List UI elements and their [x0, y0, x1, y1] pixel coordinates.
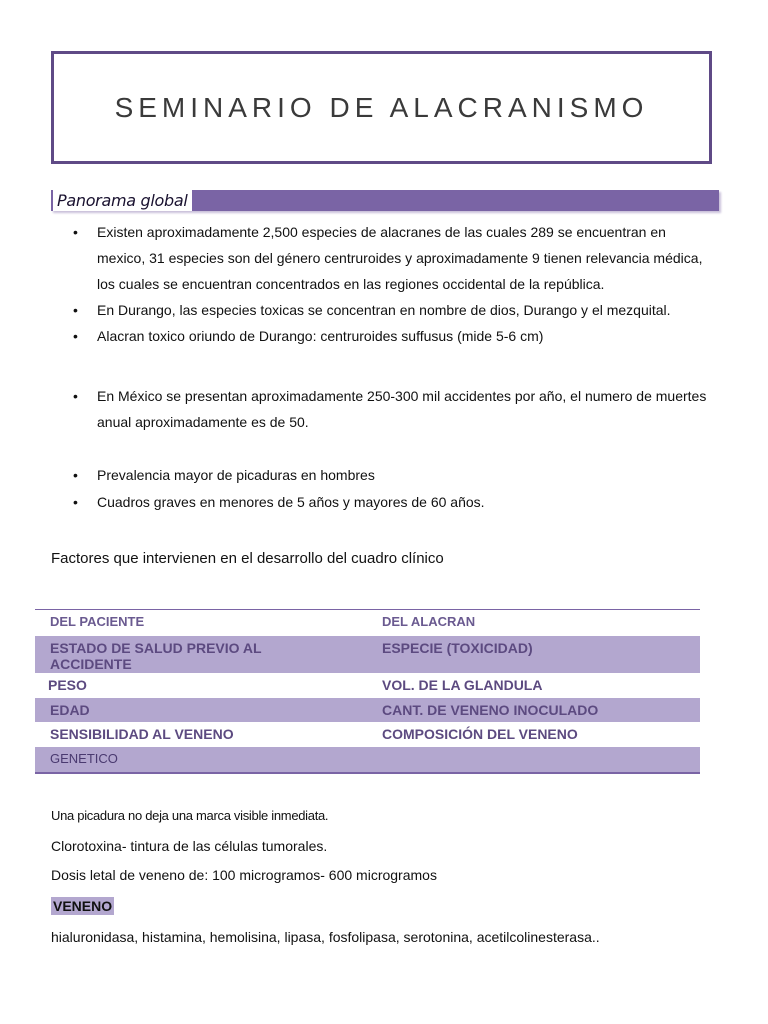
table-cell: CANT. DE VENENO INOCULADO	[382, 702, 599, 718]
factors-title: Factores que intervienen en el desarrollo del cuadro clínico	[51, 550, 444, 567]
bullet-item: • Alacran toxico oriundo de Durango: centruroides suffusus (mide 5-6 cm)	[97, 323, 717, 349]
table-cell: ESPECIE (TOXICIDAD)	[382, 640, 533, 656]
note-text: Dosis letal de veneno de: 100 microgramos- 600 microgramos	[51, 867, 437, 883]
table-cell: SENSIBILIDAD AL VENENO	[50, 726, 234, 742]
table-cell: EDAD	[50, 702, 90, 718]
section-heading-label: Panorama global	[53, 190, 192, 211]
table-cell: VOL. DE LA GLANDULA	[382, 677, 543, 693]
table-row	[35, 636, 700, 673]
table-row	[35, 747, 700, 774]
bullet-item: • Prevalencia mayor de picaduras en hombres	[97, 462, 717, 488]
table-header-patient: DEL PACIENTE	[50, 614, 145, 629]
table-row	[35, 673, 700, 698]
table-row	[35, 698, 700, 722]
veneno-components: hialuronidasa, histamina, hemolisina, lipasa, fosfolipasa, serotonina, acetilcolinesterasa..	[51, 929, 600, 945]
bullet-item: • En México se presentan aproximadamente 250-300 mil accidentes por año, el numero de muertes anual aproximadamente es de 50.	[97, 383, 717, 435]
title-box	[51, 51, 712, 164]
veneno-label: VENENO	[53, 898, 113, 914]
factors-table	[35, 609, 700, 774]
bullet-item: • Existen aproximadamente 2,500 especies de alacranes de las cuales 289 se encuentran en mexico, 31 especies son del género centruroides y aproximadamente 9 tienen relevancia médica, los cuales se encuentran concentrados en las regiones occidental de la república.	[97, 219, 717, 297]
table-cell: COMPOSICIÓN DEL VENENO	[382, 726, 578, 742]
table-row	[35, 722, 700, 747]
bullet-item: • Cuadros graves en menores de 5 años y mayores de 60 años.	[97, 489, 717, 515]
table-cell: PESO	[48, 677, 87, 693]
table-cell: ESTADO DE SALUD PREVIO AL ACCIDENTE	[50, 640, 262, 672]
section-heading-bar	[51, 190, 719, 211]
table-cell: GENETICO	[50, 751, 118, 766]
bullet-item: • En Durango, las especies toxicas se concentran en nombre de dios, Durango y el mezquital.	[97, 297, 717, 323]
note-text: Clorotoxina- tintura de las células tumorales.	[51, 838, 328, 854]
note-text: Una picadura no deja una marca visible inmediata.	[51, 808, 329, 823]
document-title: SEMINARIO DE ALACRANISMO	[114, 91, 649, 123]
table-header-row	[35, 609, 700, 636]
table-header-scorpion: DEL ALACRAN	[382, 614, 476, 629]
